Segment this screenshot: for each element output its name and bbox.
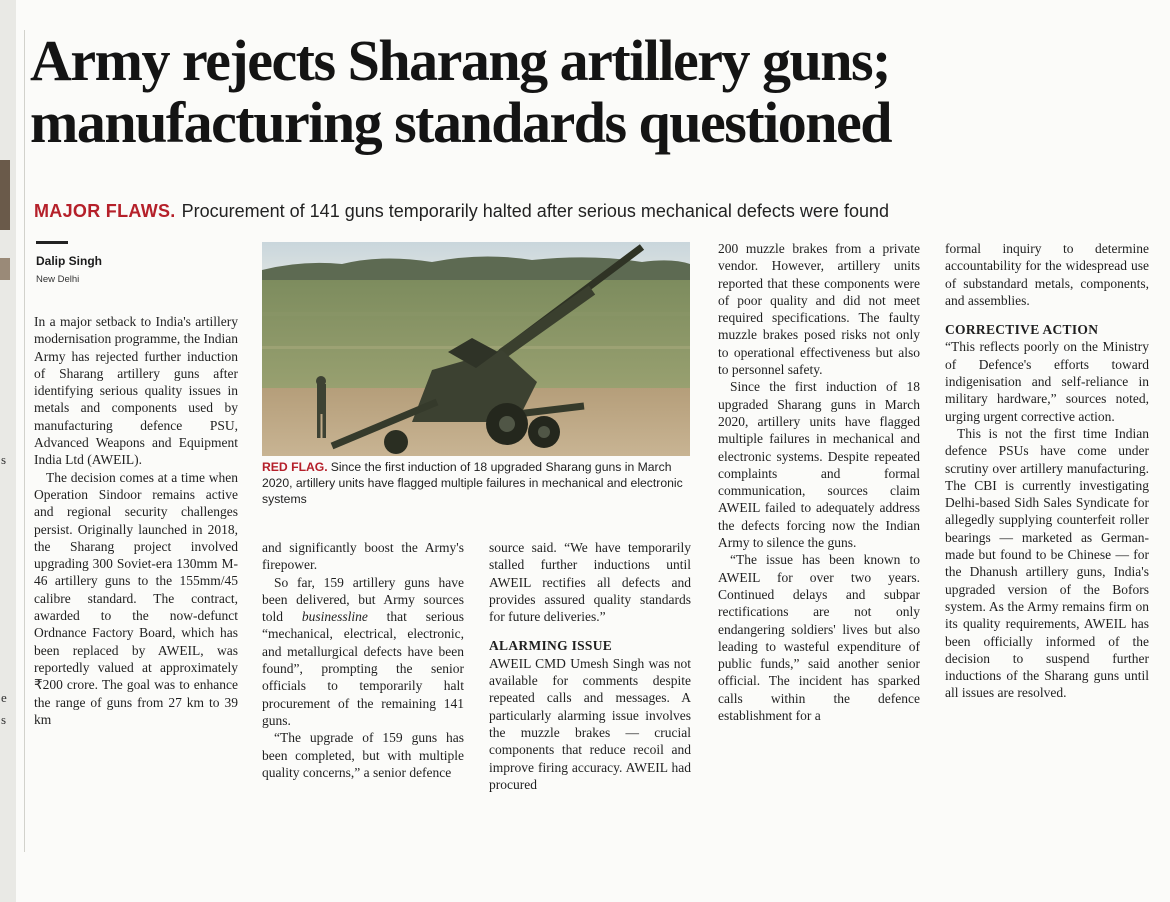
edge-glyph: s (1, 712, 7, 727)
byline (36, 241, 236, 285)
article-column-3 (489, 539, 691, 793)
caption-text: Since the first induction of 18 upgraded Sharang guns in March 2020, artillery units have flagged multiple failures in mechanical and electronic systems (262, 460, 683, 506)
paragraph: So far, 159 artillery guns have been delivered, but Army sources told businessline that serious “mechanical, electrical, electronic, and metallurgical defects have been found”, prompting the senior officials to temporarily halt procurement of the remaining 141 guns. (262, 574, 464, 728)
column-rule (24, 30, 25, 852)
edge-glyph: e (1, 690, 7, 705)
paragraph: 200 muzzle brakes from a private vendor. However, artillery units reported that these components were of poor quality and did not meet required specifications. The faulty muzzle brakes posed risks not only to operational effectiveness but also to personnel safety. (718, 241, 920, 378)
kicker-text: Procurement of 141 guns temporarily halted after serious mechanical defects were found (181, 201, 889, 221)
paragraph: source said. “We have temporarily stalled further inductions until AWEIL rectifies all defects and provides assured quality standards for future deliveries.” (489, 540, 691, 625)
paragraph: The decision comes at a time when Operation Sindoor remains active and regional security challenges persist. Originally launched in 2018, the Sharang project involved upgrading 300 Soviet-era 130mm M-46 artillery guns to the 155mm/45 calibre standard. The contract, awarded to the now-defunct Ordnance Factory Board, which has been replaced by AWEIL, was reportedly valued at approximately ₹200 crore. The goal was to enhance the range of guns from 27 km to 39 km (34, 469, 238, 727)
kicker (34, 201, 1154, 222)
article-column-1 (34, 313, 238, 728)
paragraph: Since the first induction of 18 upgraded Sharang guns in March 2020, artillery units have flagged multiple failures in mechanical and electronic systems. Despite repeated complaints and formal communication, sources claim AWEIL failed to adequately address the defects forcing now the Indian Army to silence the guns. (718, 379, 920, 551)
byline-rule (36, 241, 68, 244)
byline-name: Dalip Singh (36, 254, 102, 268)
article-column-2 (262, 539, 464, 781)
kicker-label: MAJOR FLAWS. (34, 201, 176, 221)
publication-name: businessline (301, 609, 368, 625)
paragraph: In a major setback to India's artillery modernisation programme, the Indian Army has rejected further induction of Sharang artillery guns after identifying serious quality issues in metals and components used by manufacturing defence PSU, Advanced Weapons and Equipment India Ltd (AWEIL). (34, 314, 238, 468)
headline (30, 30, 1150, 154)
paragraph: formal inquiry to determine accountability for the widespread use of substandard metals, components, and assemblies. (945, 241, 1149, 308)
paragraph: “The upgrade of 159 guns has been completed, but with multiple quality concerns,” a senior defence (262, 730, 464, 780)
paragraph: “This reflects poorly on the Ministry of Defence's efforts toward indigenisation and self-reliance in military hardware,” sources noted, urging urgent corrective action. (945, 339, 1149, 424)
headline-line-2: manufacturing standards questioned (30, 90, 892, 155)
edge-glyph: s (1, 452, 7, 467)
section-heading: ALARMING ISSUE (489, 638, 613, 654)
section-heading: CORRECTIVE ACTION (945, 322, 1099, 338)
photo-caption (262, 459, 690, 507)
headline-line-1: Army rejects Sharang artillery guns; (30, 28, 890, 93)
caption-label: RED FLAG. (262, 460, 328, 474)
article-column-4 (718, 240, 920, 724)
paragraph: This is not the first time Indian defence PSUs have come under scrutiny over artillery manufacturing. The CBI is currently investigating Delhi-based Sidh Sales Syndicate for allegedly supplying counterfeit roller bearings — marketed as German-made but found to be Chinese — for the Dhanush artillery guns, India's upgraded version of the Bofors system. As the Army remains firm on its quality requirements, AWEIL has been officially informed of the decision to suspend further inductions of the Sharang guns until all issues are resolved. (945, 425, 1149, 701)
paragraph: and significantly boost the Army's firepower. (262, 540, 464, 573)
adjacent-article-edge (0, 0, 16, 902)
artillery-gun-photo (262, 242, 690, 456)
byline-location: New Delhi (36, 274, 80, 285)
paragraph: “The issue has been known to AWEIL for over two years. Continued delays and subpar rectifications are not only endangering soldiers' lives but also leading to wasteful expenditure of public funds,” said another senior official. The incident has sparked calls within the defence establishment for a (718, 552, 920, 724)
paragraph: AWEIL CMD Umesh Singh was not available for comments despite repeated calls and messages. A particularly alarming issue involves the muzzle brakes — crucial components that reduce recoil and improve firing accuracy. AWEIL had procured (489, 655, 691, 792)
article-column-5 (945, 240, 1149, 702)
